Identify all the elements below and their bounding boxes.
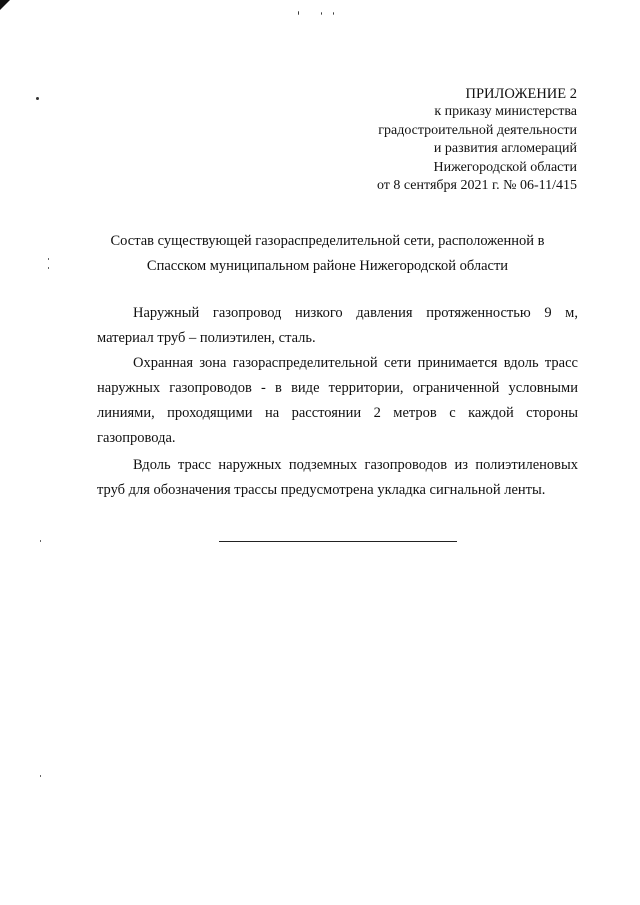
document-title <box>80 229 575 279</box>
title-line-2: Спасском муниципальном районе Нижегородской области <box>146 258 509 274</box>
scan-speck <box>321 12 322 15</box>
scan-speck <box>40 775 41 777</box>
paragraph-pipeline <box>97 301 578 351</box>
appendix-heading: ПРИЛОЖЕНИЕ 2 <box>465 86 577 102</box>
title-line-1: Состав существующей газораспределительной сети, расположенной в <box>110 233 545 249</box>
appendix-line: градостроительной деятельности <box>378 122 577 138</box>
paragraph-text: Вдоль трасс наружных подземных газопроводов из полиэтиленовых труб для обозначения трассы предусмотрена укладка сигнальной ленты. <box>97 457 578 498</box>
appendix-block <box>377 85 577 195</box>
paragraph-protection-zone <box>97 351 578 451</box>
scan-speck <box>36 97 39 100</box>
appendix-line: Нижегородской области <box>433 159 577 175</box>
scan-speck <box>48 258 49 260</box>
appendix-line: и развития агломераций <box>433 141 577 157</box>
appendix-order-date: от 8 сентября 2021 г. № 06-11/415 <box>376 178 577 194</box>
end-separator-line <box>219 541 457 542</box>
scan-speck <box>333 12 334 15</box>
paragraph-text: Наружный газопровод низкого давления протяженностью 9 м, материал труб – полиэтилен, сталь. <box>97 305 578 346</box>
paragraph-signal-tape <box>97 453 578 503</box>
paragraph-text: Охранная зона газораспределительной сети принимается вдоль трасс наружных газопроводов - в виде территории, ограниченной условными линиями, проходящими на расстоянии 2 метров с каждой стороны газопровода. <box>97 355 578 446</box>
scan-speck <box>40 540 41 542</box>
scan-speck <box>48 267 49 269</box>
appendix-line: к приказу министерства <box>434 104 577 120</box>
scan-corner-mark <box>0 0 10 10</box>
scan-speck <box>298 11 299 15</box>
